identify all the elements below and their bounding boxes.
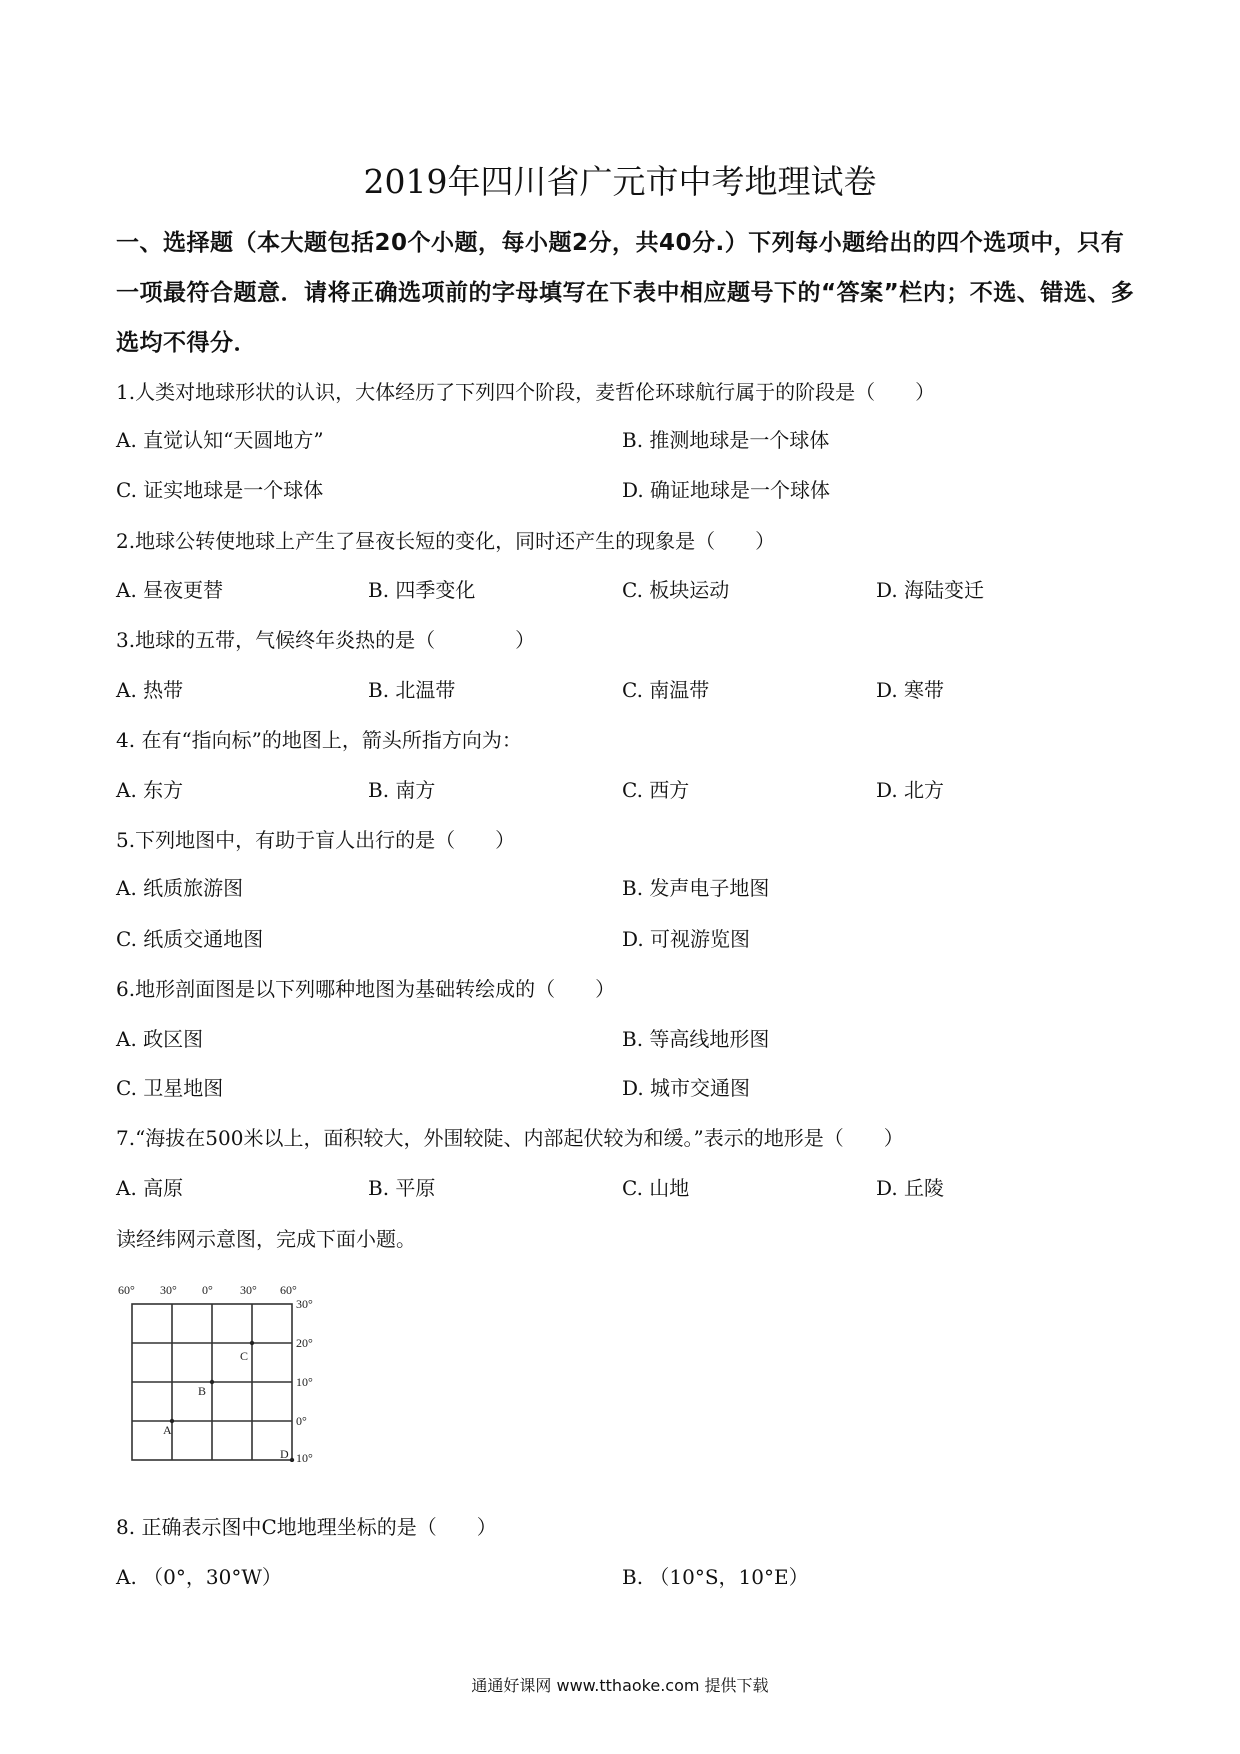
question-4-stem: 4. 在有“指向标”的地图上，箭头所指方向为： (116, 728, 522, 752)
q3-option-d: D. 寒带 (876, 678, 945, 702)
q4-option-c: C. 西方 (622, 778, 690, 802)
point-c-label: C (240, 1349, 249, 1363)
q8-option-a: A. （0°，30°W） (116, 1565, 282, 1589)
q1-option-b: B. 推测地球是一个球体 (622, 428, 830, 452)
q5-option-c: C. 纸质交通地图 (116, 927, 264, 951)
top-label-1: 30° (160, 1283, 177, 1297)
read-figure-prompt: 读经纬网示意图，完成下面小题。 (116, 1227, 416, 1251)
q4-option-b: B. 南方 (368, 778, 436, 802)
right-label-2: 10° (296, 1375, 313, 1389)
q1-option-c: C. 证实地球是一个球体 (116, 478, 324, 502)
question-1-stem: 1.人类对地球形状的认识，大体经历了下列四个阶段，麦哲伦环球航行属于的阶段是（ ） (116, 380, 936, 404)
q7-option-d: D. 丘陵 (876, 1176, 945, 1200)
right-label-1: 20° (296, 1336, 313, 1350)
question-5-stem: 5.下列地图中，有助于盲人出行的是（ ） (116, 828, 516, 852)
question-8-stem: 8. 正确表示图中C地地理坐标的是（ ） (116, 1515, 497, 1539)
point-d-label: D (280, 1447, 289, 1461)
point-c-dot (250, 1341, 254, 1345)
section-heading: 一、选择题（本大题包括20个小题，每小题2分，共40分.）下列每小题给出的四个选项中，只有一项最符合题意．请将正确选项前的字母填写在下表中相应题号下的“答案”栏内；不选、错选、多选均不得分． (116, 230, 1135, 356)
q2-option-c: C. 板块运动 (622, 578, 730, 602)
point-d-dot (290, 1458, 294, 1462)
page-footer: 通通好课网 www.tthaoke.com 提供下载 (471, 1676, 769, 1695)
right-label-4: 10° (296, 1451, 313, 1462)
q5-option-b: B. 发声电子地图 (622, 876, 770, 900)
q5-option-a: A. 纸质旅游图 (116, 876, 244, 900)
q6-option-a: A. 政区图 (116, 1027, 204, 1051)
q7-option-c: C. 山地 (622, 1176, 690, 1200)
q1-option-d: D. 确证地球是一个球体 (622, 478, 831, 502)
q4-option-d: D. 北方 (876, 778, 945, 802)
q4-option-a: A. 东方 (116, 778, 184, 802)
q3-option-c: C. 南温带 (622, 678, 710, 702)
right-label-0: 30° (296, 1297, 313, 1311)
latitude-longitude-grid-figure (110, 1282, 350, 1462)
q7-option-b: B. 平原 (368, 1176, 436, 1200)
point-b-dot (210, 1380, 214, 1384)
question-3-stem: 3.地球的五带，气候终年炎热的是（ ） (116, 628, 536, 652)
top-label-3: 30° (240, 1283, 257, 1297)
page-title: 2019年四川省广元市中考地理试卷 (363, 162, 877, 201)
q6-option-b: B. 等高线地形图 (622, 1027, 770, 1051)
q6-option-c: C. 卫星地图 (116, 1076, 224, 1100)
q8-option-b: B. （10°S，10°E） (622, 1565, 809, 1589)
question-6-stem: 6.地形剖面图是以下列哪种地图为基础转绘成的（ ） (116, 977, 616, 1001)
q2-option-a: A. 昼夜更替 (116, 578, 224, 602)
question-2-stem: 2.地球公转使地球上产生了昼夜长短的变化，同时还产生的现象是（ ） (116, 529, 776, 553)
q2-option-b: B. 四季变化 (368, 578, 476, 602)
grid-svg (110, 1282, 350, 1462)
q3-option-a: A. 热带 (116, 678, 184, 702)
q5-option-d: D. 可视游览图 (622, 927, 751, 951)
q7-option-a: A. 高原 (116, 1176, 184, 1200)
point-b-label: B (198, 1384, 207, 1398)
top-label-0: 60° (118, 1283, 135, 1297)
top-label-4: 60° (280, 1283, 297, 1297)
q1-option-a: A. 直觉认知“天圆地方” (116, 428, 324, 452)
point-a-label: A (163, 1423, 172, 1437)
q6-option-d: D. 城市交通图 (622, 1076, 751, 1100)
right-label-3: 0° (296, 1414, 307, 1428)
q2-option-d: D. 海陆变迁 (876, 578, 985, 602)
top-label-2: 0° (202, 1283, 213, 1297)
question-7-stem: 7.“海拔在500米以上，面积较大，外围较陡、内部起伏较为和缓。”表示的地形是（ ） (116, 1126, 904, 1150)
q3-option-b: B. 北温带 (368, 678, 456, 702)
